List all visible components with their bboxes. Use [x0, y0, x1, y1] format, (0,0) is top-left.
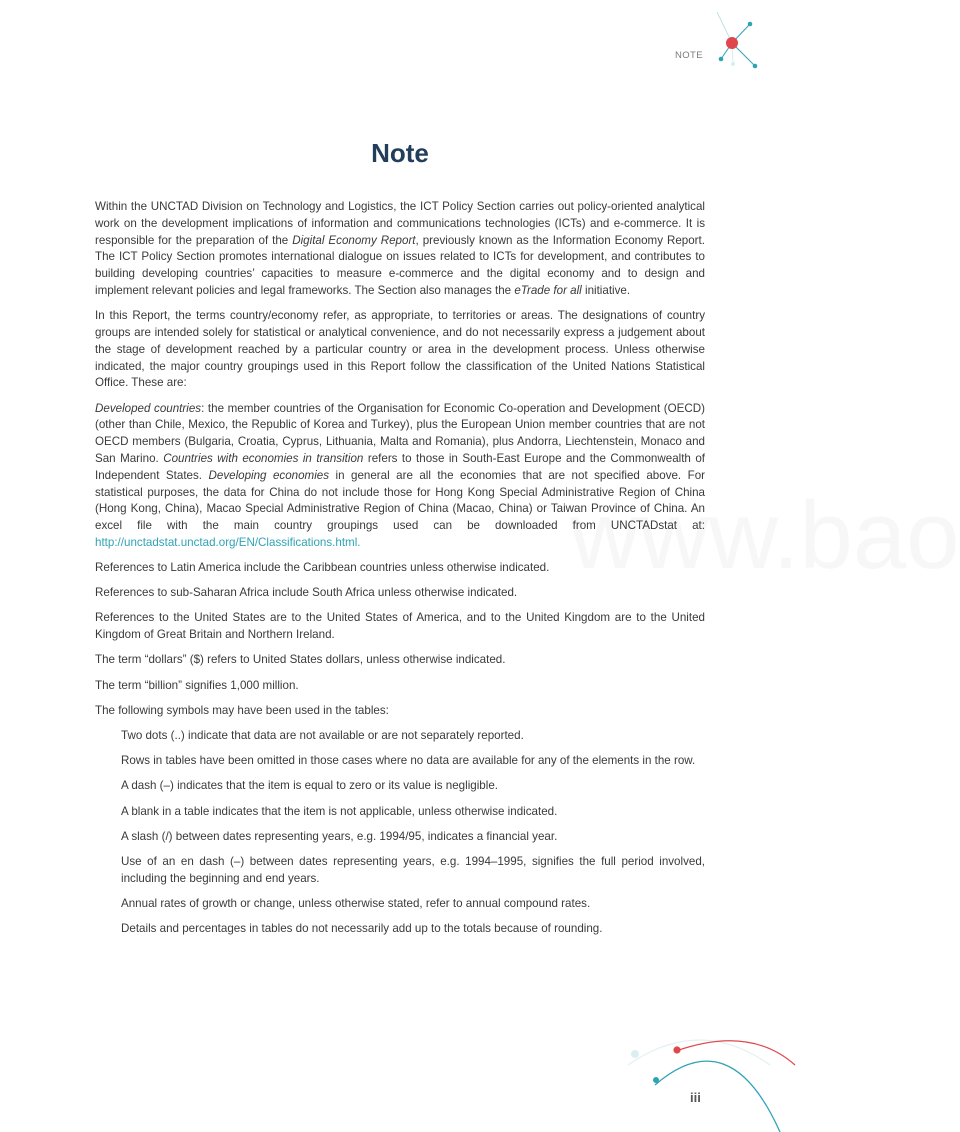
watermark: www.bao [570, 482, 960, 589]
arc-decoration-icon [620, 1025, 800, 1132]
page-number: iii [690, 1090, 701, 1105]
list-item: A slash (/) between dates representing years, e.g. 1994/95, indicates a financial year. [121, 829, 558, 843]
paragraph-definitions: Developed countries: the member countries of the Organisation for Economic Co-operation and Development (OECD) (other than Chile, Mexico, the Republic of Korea and Turkey), plus the European Union member countries that are not OECD members (Bulgaria, Croatia, Cyprus, Lithuania, Malta and Romania), plus Andorra, Liechtenstein, Monaco and San Marino. Countries with economies in transition refers to those in South-East Europe and the Commonwealth of Independent States. Developing economies in general are all the economies that are not specified above. For statistical purposes, the data for China do not include those for Hong Kong Special Administrative Region of China (Hong Kong, China), Macao Special Administrative Region of China (Macao, China) or Taiwan Province of China. An excel file with the main country groupings used can be downloaded from UNCTADstat at: http://unctadstat.unctad.org/EN/Classifications.html. [95, 401, 706, 549]
report-title: Digital Economy Report [292, 233, 416, 247]
note-body [95, 199, 705, 946]
list-item: A blank in a table indicates that the item is not applicable, unless otherwise indicated. [121, 804, 558, 818]
classifications-link[interactable]: http://unctadstat.unctad.org/EN/Classifications.html. [95, 535, 361, 549]
symbols-list [95, 728, 705, 938]
list-item: Two dots (..) indicate that data are not available or are not separately reported. [121, 729, 524, 743]
list-item: A dash (–) indicates that the item is equal to zero or its value is negligible. [121, 779, 499, 793]
paragraph-dollars: The term “dollars” ($) refers to United States dollars, unless otherwise indicated. [95, 653, 506, 667]
paragraph-sub-saharan: References to sub-Saharan Africa include South Africa unless otherwise indicated. [95, 586, 518, 600]
paragraph-country-groups: In this Report, the terms country/economy refer, as appropriate, to territories or areas. The designations of country groups are intended solely for statistical or analytical convenience, and do not necessarily express a judgement about the stage of development reached by a particular country or area in the development process. Unless otherwise indicated, the major country groupings used in this Report follow the classification of the United Nations Statistical Office. These are: [95, 309, 705, 390]
paragraph-billion: The term “billion” signifies 1,000 million. [95, 678, 299, 692]
paragraph-latin-america: References to Latin America include the Caribbean countries unless otherwise indicated. [95, 561, 550, 575]
list-item: Rows in tables have been omitted in those cases where no data are available for any of the elements in the row. [121, 754, 696, 768]
initiative-name: eTrade for all [514, 283, 582, 297]
molecule-decoration-icon [705, 8, 775, 73]
page-title: Note [371, 138, 429, 168]
paragraph-us-uk: References to the United States are to the United States of America, and to the United Kingdom are to the United Kingdom of Great Britain and Northern Ireland. [95, 611, 705, 642]
paragraph-intro: Within the UNCTAD Division on Technology and Logistics, the ICT Policy Section carries out policy-oriented analytical work on the development implications of information and communications technologies (ICTs) and e-commerce. It is responsible for the preparation of the Digital Economy Report, previously known as the Information Economy Report. The ICT Policy Section promotes international dialogue on issues related to ICTs for development, and contributes to building developing countries’ capacities to measure e-commerce and the digital economy and to design and implement relevant policies and legal frameworks. The Section also manages the eTrade for all initiative. [95, 200, 705, 297]
list-item: Annual rates of growth or change, unless otherwise stated, refer to annual compound rates. [121, 896, 591, 910]
list-item: Details and percentages in tables do not necessarily add up to the totals because of rounding. [121, 922, 603, 936]
running-header: NOTE [675, 50, 703, 61]
list-item: Use of an en dash (–) between dates representing years, e.g. 1994–1995, signifies the full period involved, including the beginning and end years. [121, 854, 705, 885]
paragraph-symbols-intro: The following symbols may have been used in the tables: [95, 703, 389, 717]
